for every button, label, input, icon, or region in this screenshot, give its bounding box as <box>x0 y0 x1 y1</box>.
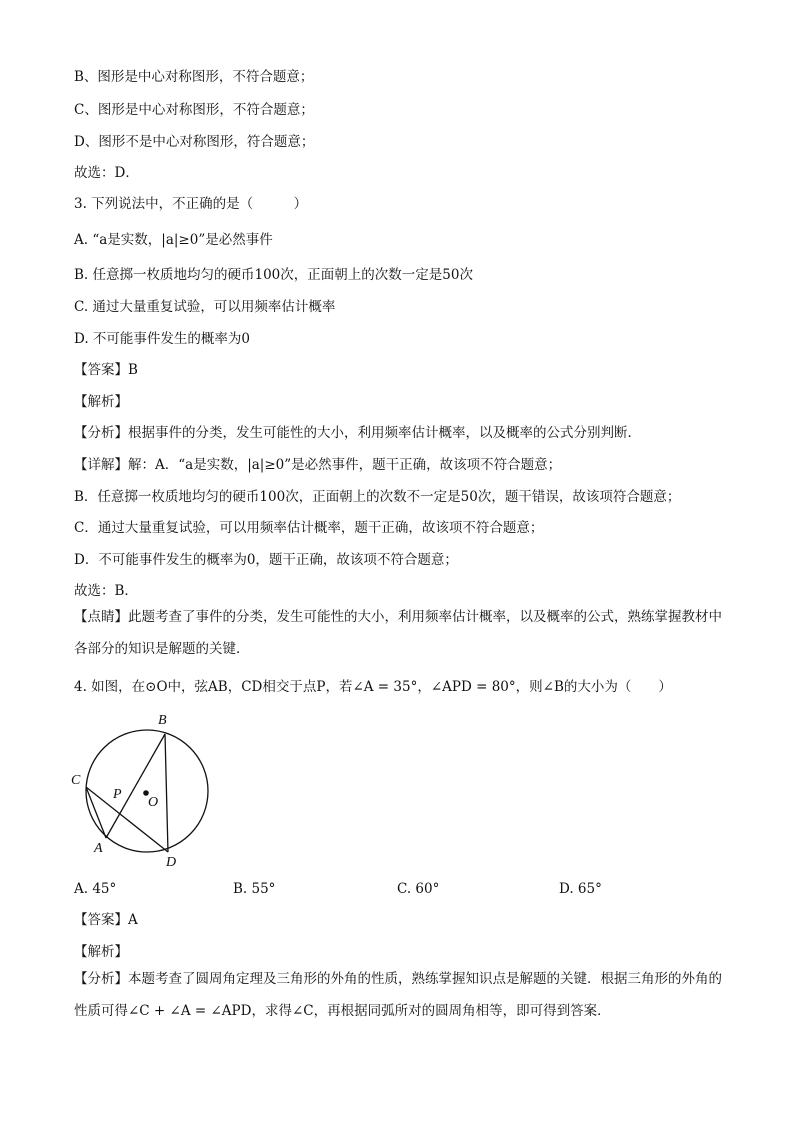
question-4-jiexi-heading: 【解析】 <box>74 944 128 960</box>
question-3-answer: 【答案】B <box>74 362 138 378</box>
question-3-detail-c: C．通过大量重复试验，可以用频率估计概率，题干正确，故该项不符合题意； <box>74 520 544 536</box>
question-3-analysis: 【分析】根据事件的分类，发生可能性的大小，利用频率估计概率，以及概率的公式分别判断． <box>74 425 641 441</box>
question-3-option-d: D. 不可能事件发生的概率为0 <box>74 331 251 347</box>
question-3-dianjing: 【点睛】此题考查了事件的分类，发生可能性的大小，利用频率估计概率，以及概率的公式，熟练掌握教材中各部分的知识是解题的关键． <box>74 609 722 657</box>
chord-ab <box>106 734 165 838</box>
question-3-stem: 3. 下列说法中，不正确的是（ ） <box>74 196 308 212</box>
question-3-jiexi-heading: 【解析】 <box>74 394 128 410</box>
question-4-answer: 【答案】A <box>74 912 138 928</box>
text-line-c-option: C、图形是中心对称图形，不符合题意； <box>74 102 314 118</box>
question-4-stem: 4. 如图，在⊙O中，弦AB，CD相交于点P，若∠A = 35°，∠APD = 80°，则∠B的大小为（ ） <box>74 679 672 695</box>
label-c: C <box>71 773 81 788</box>
question-3-option-a: A. “a是实数，|a|≥0”是必然事件 <box>74 232 273 248</box>
question-3-option-c: C. 通过大量重复试验，可以用频率估计概率 <box>74 299 336 315</box>
text-line-choose-b: 故选：B． <box>74 583 138 599</box>
segment-bd <box>165 734 168 852</box>
text-line-b-option: B、图形是中心对称图形，不符合题意； <box>74 69 314 85</box>
question-4-choice-a: A. 45° <box>74 881 117 897</box>
question-3-detail: 【详解】解：A．“a是实数，|a|≥0”是必然事件，题干正确，故该项不符合题意； <box>74 457 562 473</box>
question-4-analysis: 【分析】本题考查了圆周角定理及三角形的外角的性质，熟练掌握知识点是解题的关键．根据三角形的外角的性质可得∠C + ∠A = ∠APD，求得∠C，再根据同弧所对的圆周角相等，即可得到答案． <box>74 971 722 1019</box>
question-4-choice-d: D. 65° <box>559 881 602 897</box>
label-d: D <box>166 855 177 870</box>
label-a: A <box>94 841 103 856</box>
label-o: O <box>148 795 159 810</box>
circle-figure <box>62 705 222 870</box>
question-3-detail-b: B．任意掷一枚质地均匀的硬币100次，正面朝上的次数不一定是50次，题干错误，故该项符合题意； <box>74 489 681 505</box>
text-line-d-option: D、图形不是中心对称图形，符合题意； <box>74 134 315 150</box>
question-3-detail-d: D．不可能事件发生的概率为0，题干正确，故该项不符合题意； <box>74 552 458 568</box>
label-p: P <box>113 787 122 802</box>
question-4-choice-c: C. 60° <box>397 881 440 897</box>
label-b: B <box>158 713 167 728</box>
text-line-choose-d: 故选：D． <box>74 165 139 181</box>
question-3-option-b: B. 任意掷一枚质地均匀的硬币100次，正面朝上的次数一定是50次 <box>74 267 473 283</box>
question-4-choice-b: B. 55° <box>233 881 276 897</box>
